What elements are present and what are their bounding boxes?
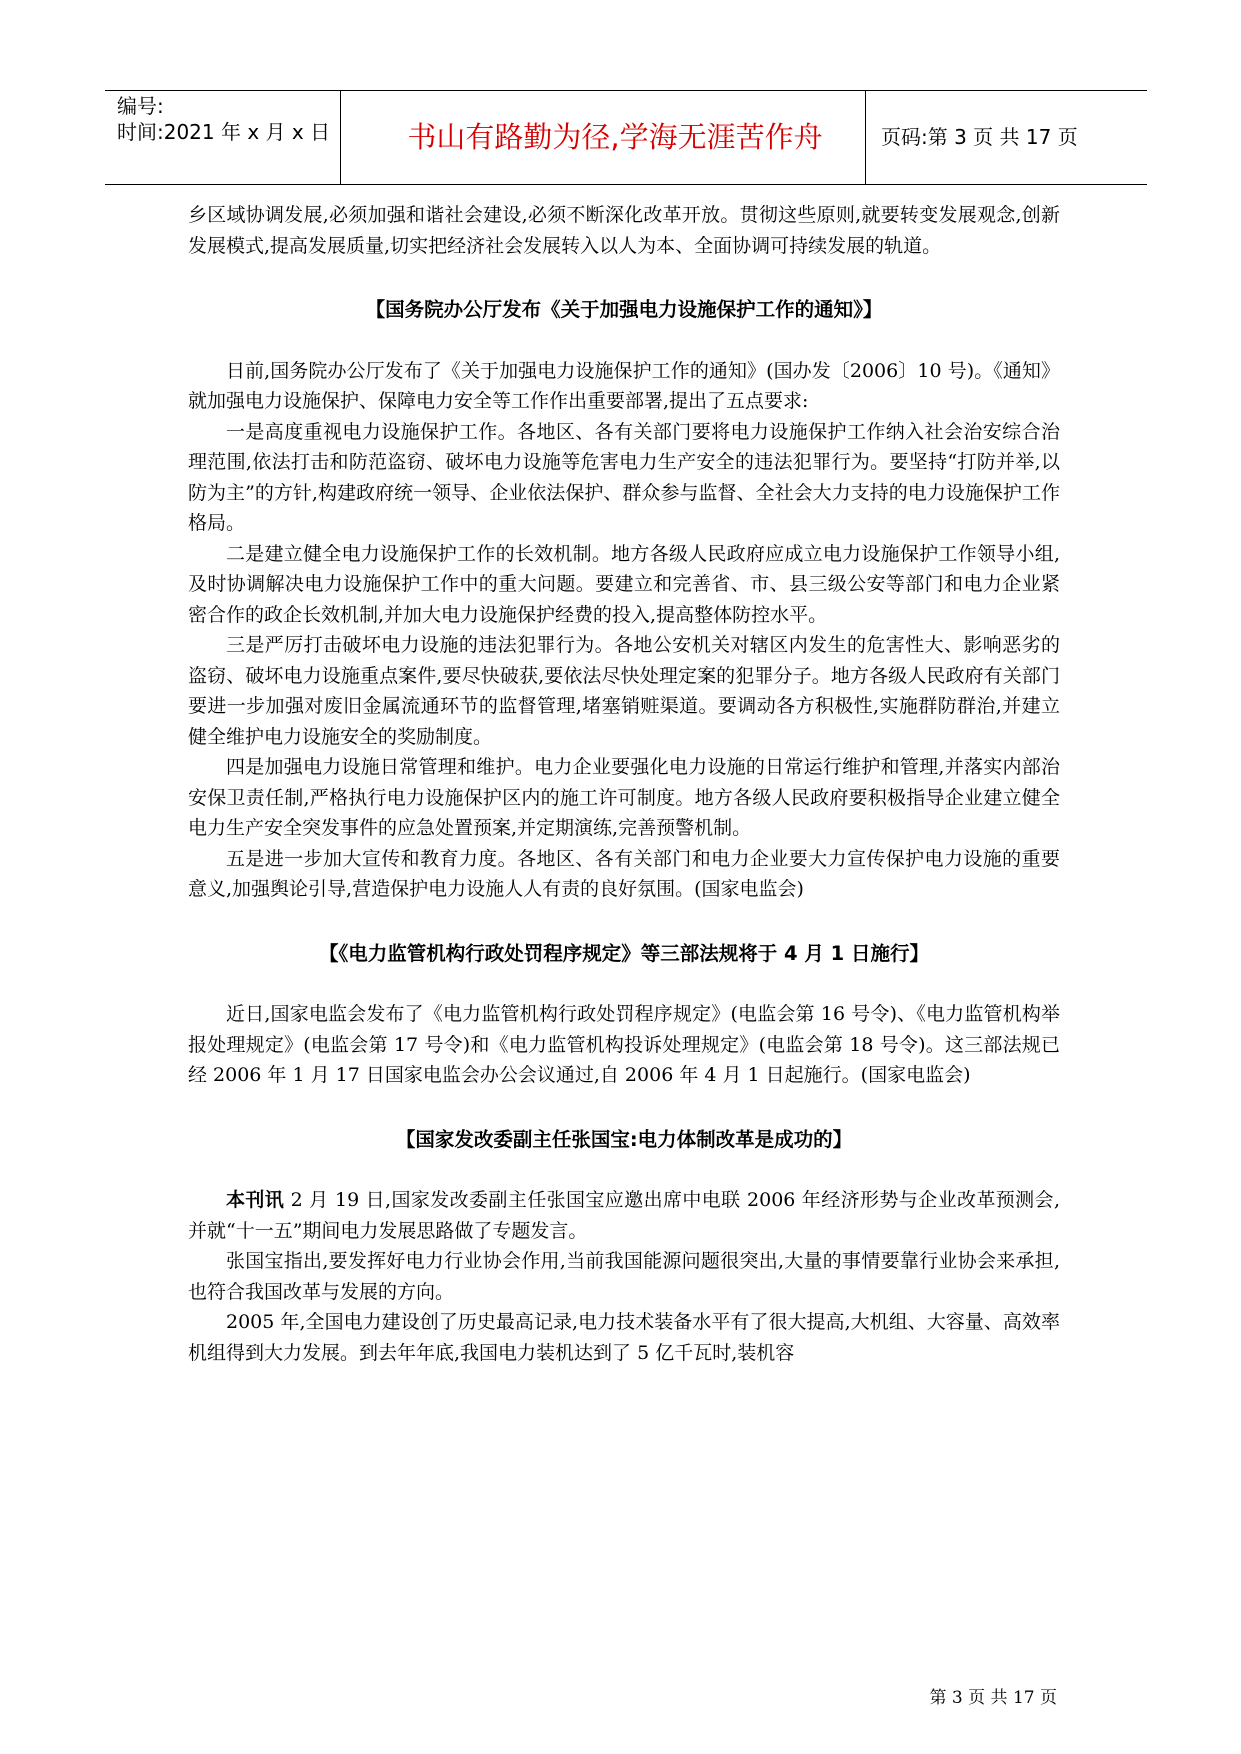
section-title-power-protection-notice: 【国务院办公厅发布《关于加强电力设施保护工作的通知》】 bbox=[365, 298, 883, 321]
paragraph: 张国宝指出,要发挥好电力行业协会作用,当前我国能源问题很突出,大量的事情要靠行业协会来承担,也符合我国改革与发展的方向。 bbox=[188, 1250, 1060, 1303]
lead-text: 2 月 19 日,国家发改委副主任张国宝应邀出席中电联 2006 年经济形势与企业改革预测会,并就“十一五”期间电力发展思路做了专题发言。 bbox=[188, 1189, 1060, 1242]
paragraph: 二是建立健全电力设施保护工作的长效机制。地方各级人民政府应成立电力设施保护工作领导小组,及时协调解决电力设施保护工作中的重大问题。要建立和完善省、市、县三级公安等部门和电力企业紧密合作的政企长效机制,并加大电力设施保护经费的投入,提高整体防控水平。 bbox=[188, 542, 1060, 626]
section-title-power-reform: 【国家发改委副主任张国宝:电力体制改革是成功的】 bbox=[395, 1127, 853, 1151]
lead-label: 本刊讯 bbox=[226, 1189, 285, 1211]
paragraph: 五是进一步加大宣传和教育力度。各地区、各有关部门和电力企业要大力宣传保护电力设施的重要意义,加强舆论引导,营造保护电力设施人人有责的良好氛围。(国家电监会) bbox=[188, 847, 1060, 900]
document-number-label: 编号: bbox=[117, 94, 164, 118]
paragraph: 日前,国务院办公厅发布了《关于加强电力设施保护工作的通知》(国办发〔2006〕10 号)。《通知》就加强电力设施保护、保障电力安全等工作作出重要部署,提出了五点要求: bbox=[188, 359, 1060, 412]
paragraph: 一是高度重视电力设施保护工作。各地区、各有关部门要将电力设施保护工作纳入社会治安综合治理范围,依法打击和防范盗窃、破坏电力设施等危害电力生产安全的违法犯罪行为。要坚持“打防并举,以防为主”的方针,构建政府统一领导、企业依法保护、群众参与监督、全社会大力支持的电力设施保护工作格局。 bbox=[188, 420, 1060, 534]
paragraph: 四是加强电力设施日常管理和维护。电力企业要强化电力设施的日常运行维护和管理,并落实内部治安保卫责任制,严格执行电力设施保护区内的施工许可制度。地方各级人民政府要积极指导企业建立健全电力生产安全突发事件的应急处置预案,并定期演练,完善预警机制。 bbox=[188, 756, 1060, 839]
lead-paragraph bbox=[188, 1185, 1060, 1246]
intro-paragraph: 乡区域协调发展,必须加强和谐社会建设,必须不断深化改革开放。贯彻这些原则,就要转变发展观念,创新发展模式,提高发展质量,切实把经济社会发展转入以人为本、全面协调可持续发展的轨道。 bbox=[188, 204, 1060, 257]
paragraph: 近日,国家电监会发布了《电力监管机构行政处罚程序规定》(电监会第 16 号令)、《电力监管机构举报处理规定》(电监会第 17 号令)和《电力监管机构投诉处理规定》(电监会第 18 号令)。这三部法规已经 2006 年 1 月 17 日国家电监会办公会议通过,自 2006 年 4 月 1 日起施行。(国家电监会) bbox=[188, 1003, 1060, 1086]
page-header bbox=[105, 90, 1147, 185]
page-footer: 第 3 页 共 17 页 bbox=[929, 1688, 1057, 1708]
paragraph: 2005 年,全国电力建设创了历史最高记录,电力技术装备水平有了很大提高,大机组、大容量、高效率机组得到大力发展。到去年年底,我国电力装机达到了 5 亿千瓦时,装机容 bbox=[188, 1311, 1060, 1364]
document-body bbox=[188, 200, 1060, 1368]
header-divider-left bbox=[340, 91, 341, 184]
document-time-label: 时间:2021 年 x 月 x 日 bbox=[117, 120, 331, 144]
paragraph: 三是严厉打击破坏电力设施的违法犯罪行为。各地公安机关对辖区内发生的危害性大、影响恶劣的盗窃、破坏电力设施重点案件,要尽快破获,要依法尽快处理定案的犯罪分子。地方各级人民政府有关部门要进一步加强对废旧金属流通环节的监督管理,堵塞销赃渠道。要调动各方积极性,实施群防群治,并建立健全维护电力设施安全的奖励制度。 bbox=[188, 634, 1060, 748]
header-page-info: 页码:第 3 页 共 17 页 bbox=[881, 125, 1078, 149]
header-motto: 书山有路勤为径,学海无涯苦作舟 bbox=[407, 120, 823, 154]
section-title-regulations: 【《电力监管机构行政处罚程序规定》等三部法规将于 4 月 1 日施行】 bbox=[318, 941, 930, 965]
